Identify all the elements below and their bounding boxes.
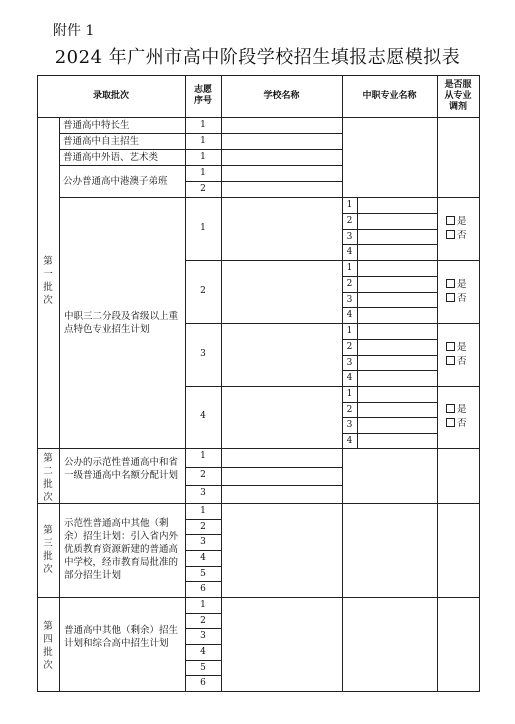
major-num: 1 [346,326,353,336]
major-num: 3 [346,357,353,368]
b1-row-foreign-art: 普通高中外语、艺术类 [63,152,159,163]
b3-desc: 示范性普通高中其他（剩余）招生计划：引入省内外优质教育资源新建的普通高中学校，经市教育局批准的部分招生计划 [64,518,179,581]
batch3-bottom [37,597,480,598]
major-num-col [357,323,358,387]
order-num: 1 [200,506,206,516]
header-bottom-line [37,117,480,118]
row-line [185,581,222,582]
row-line [59,149,343,150]
b4-desc: 普通高中其他（剩余）招生计划和综合高中招生计划 [64,625,179,649]
table-left-border [37,75,38,692]
page-title: 2024 年广州市高中阶段学校招生填报志愿模拟表 [54,47,461,68]
order-num: 3 [200,537,206,548]
vocational-order: 2 [200,285,206,296]
order-num: 4 [200,647,206,657]
major-num-col [357,260,358,324]
major-num: 4 [346,373,353,384]
major-num: 1 [346,389,353,399]
order-num: 3 [200,488,206,498]
order-num: 1 [200,152,206,162]
b1-row-self-enroll: 普通高中自主招生 [63,136,140,147]
row-line [185,485,343,486]
batch1-bottom [37,448,480,449]
b1-row-specialty: 普通高中特长生 [63,120,130,131]
order-num: 6 [200,678,206,689]
annex-label: 附件 1 [53,23,95,39]
row-line [185,550,222,551]
vocational-order: 4 [200,411,206,421]
major-num: 1 [346,263,353,273]
batch4-label: 第四批次 [43,621,53,671]
major-num-col [357,386,358,449]
row-line [185,660,222,661]
order-num: 1 [200,136,206,146]
order-num: 3 [200,631,206,642]
vocational-order: 1 [200,222,206,233]
major-num: 3 [346,420,353,430]
order-num: 4 [200,553,206,563]
adjust-choice: 是 否 [446,403,467,431]
row-line [185,260,480,261]
order-num: 2 [200,521,206,532]
order-num: 5 [200,568,206,579]
order-num: 2 [200,184,206,194]
major-num: 2 [346,404,353,415]
adjust-choice: 是 否 [446,215,467,243]
b1-row-hk-macau: 公办普通高中港澳子弟班 [63,176,168,187]
row-line [185,386,480,387]
header-major: 中职专业名称 [362,90,417,101]
col-line [342,75,343,692]
major-num: 4 [346,247,353,258]
row-line [185,323,480,324]
order-num: 5 [200,662,206,673]
row-line [185,566,222,567]
row-line [185,534,222,535]
row-line [185,181,343,182]
major-num: 4 [346,435,353,446]
major-num: 4 [346,310,353,321]
adjust-choice: 是 否 [446,341,467,369]
major-num: 2 [346,278,353,289]
col-line [437,75,438,692]
row-line [185,628,222,629]
batch2-bottom [37,503,480,504]
row-line [59,165,343,166]
major-num: 2 [346,215,353,226]
header-order: 志愿 序号 [193,85,212,106]
row-line [59,133,343,134]
header-school: 学校名称 [263,90,300,101]
order-num: 1 [200,168,206,178]
batch1-label: 第一批次 [43,256,53,306]
col-line [221,75,222,692]
row-line [185,675,222,676]
order-num: 6 [200,584,206,595]
row-line [59,197,343,198]
order-num: 1 [200,600,206,610]
major-num: 2 [346,341,353,352]
major-num: 3 [346,231,353,242]
header-batch: 录取批次 [92,90,129,101]
batch-column-line [59,117,60,692]
order-num: 1 [200,120,206,130]
header-adjust: 是否服 从专业 调剂 [444,79,472,112]
row-line [185,644,222,645]
vocational-order: 3 [200,348,206,359]
batch3-label: 第三批次 [43,525,53,575]
major-num: 1 [346,200,353,210]
order-num: 2 [200,615,206,626]
row-line [185,613,222,614]
table-right-border [479,75,480,692]
order-num: 1 [200,451,206,461]
row-line [185,519,222,520]
major-num: 3 [346,294,353,305]
adjust-choice: 是 否 [446,278,467,306]
batch2-label: 第二批次 [43,453,53,503]
b1-vocational-desc: 中职三二分段及省级以上重点特色专业招生计划 [64,311,179,335]
b2-desc: 公办的示范性普通高中和省一级普通高中名额分配计划 [64,457,179,481]
table-bottom-border [37,691,480,692]
row-line [185,467,343,468]
order-num: 2 [200,470,206,480]
major-num-col [357,197,358,261]
row-line [342,197,480,198]
